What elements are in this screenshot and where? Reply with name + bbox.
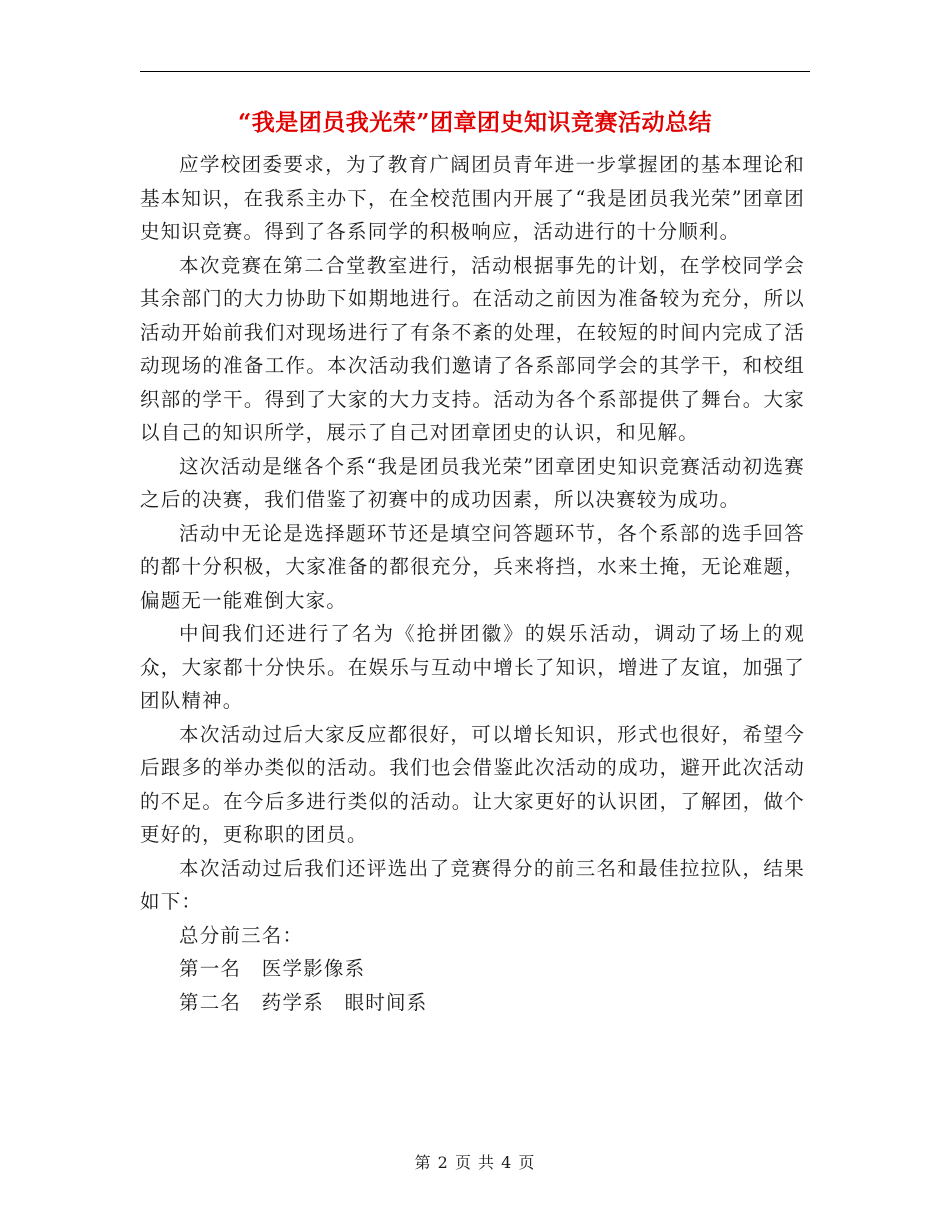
page-number-footer: 第 2 页 共 4 页 xyxy=(414,1153,536,1172)
paragraph-3: 这次活动是继各个系“我是团员我光荣”团章团史知识竞赛活动初选赛之后的决赛，我们借鉴了初赛中的成功因素，所以决赛较为成功。 xyxy=(140,454,805,511)
paragraph-5: 中间我们还进行了名为《抢拼团徽》的娱乐活动，调动了场上的观众，大家都十分快乐。在娱乐与互动中增长了知识，增进了友谊，加强了团队精神。 xyxy=(140,622,805,712)
paragraph-4: 活动中无论是选择题环节还是填空问答题环节，各个系部的选手回答的都十分积极，大家准备的都很充分，兵来将挡，水来土掩，无论难题，偏题无一能难倒大家。 xyxy=(140,521,805,612)
document-body xyxy=(140,148,805,1019)
paragraph-1: 应学校团委要求，为了教育广阔团员青年进一步掌握团的基本理论和基本知识，在我系主办下，在全校范围内开展了“我是团员我光荣”团章团史知识竞赛。得到了各系同学的积极响应，活动进行的十分顺利。 xyxy=(140,153,805,243)
header-rule xyxy=(140,71,810,72)
paragraph-7: 本次活动过后我们还评选出了竞赛得分的前三名和最佳拉拉队，结果如下： xyxy=(140,856,805,913)
result-second-place: 第二名 药学系 眼时间系 xyxy=(179,990,428,1014)
document-title: “我是团员我光荣”团章团史知识竞赛活动总结 xyxy=(238,109,712,136)
paragraph-6: 本次活动过后大家反应都很好，可以增长知识，形式也很好，希望今后跟多的举办类似的活动。我们也会借鉴此次活动的成功，避开此次活动的不足。在今后多进行类似的活动。让大家更好的认识团，了解团，做个更好的，更称职的团员。 xyxy=(140,722,805,846)
paragraph-2: 本次竞赛在第二合堂教室进行，活动根据事先的计划，在学校同学会其余部门的大力协助下如期地进行。在活动之前因为准备较为充分，所以活动开始前我们对现场进行了有条不紊的处理，在较短的时间内完成了活动现场的准备工作。本次活动我们邀请了各系部同学会的其学干，和校组织部的学干。得到了大家的大力支持。活动为各个系部提供了舞台。大家以自己的知识所学，展示了自己对团章团史的认识，和见解。 xyxy=(140,253,805,444)
results-heading: 总分前三名： xyxy=(179,923,304,947)
result-first-place: 第一名 医学影像系 xyxy=(179,957,366,980)
